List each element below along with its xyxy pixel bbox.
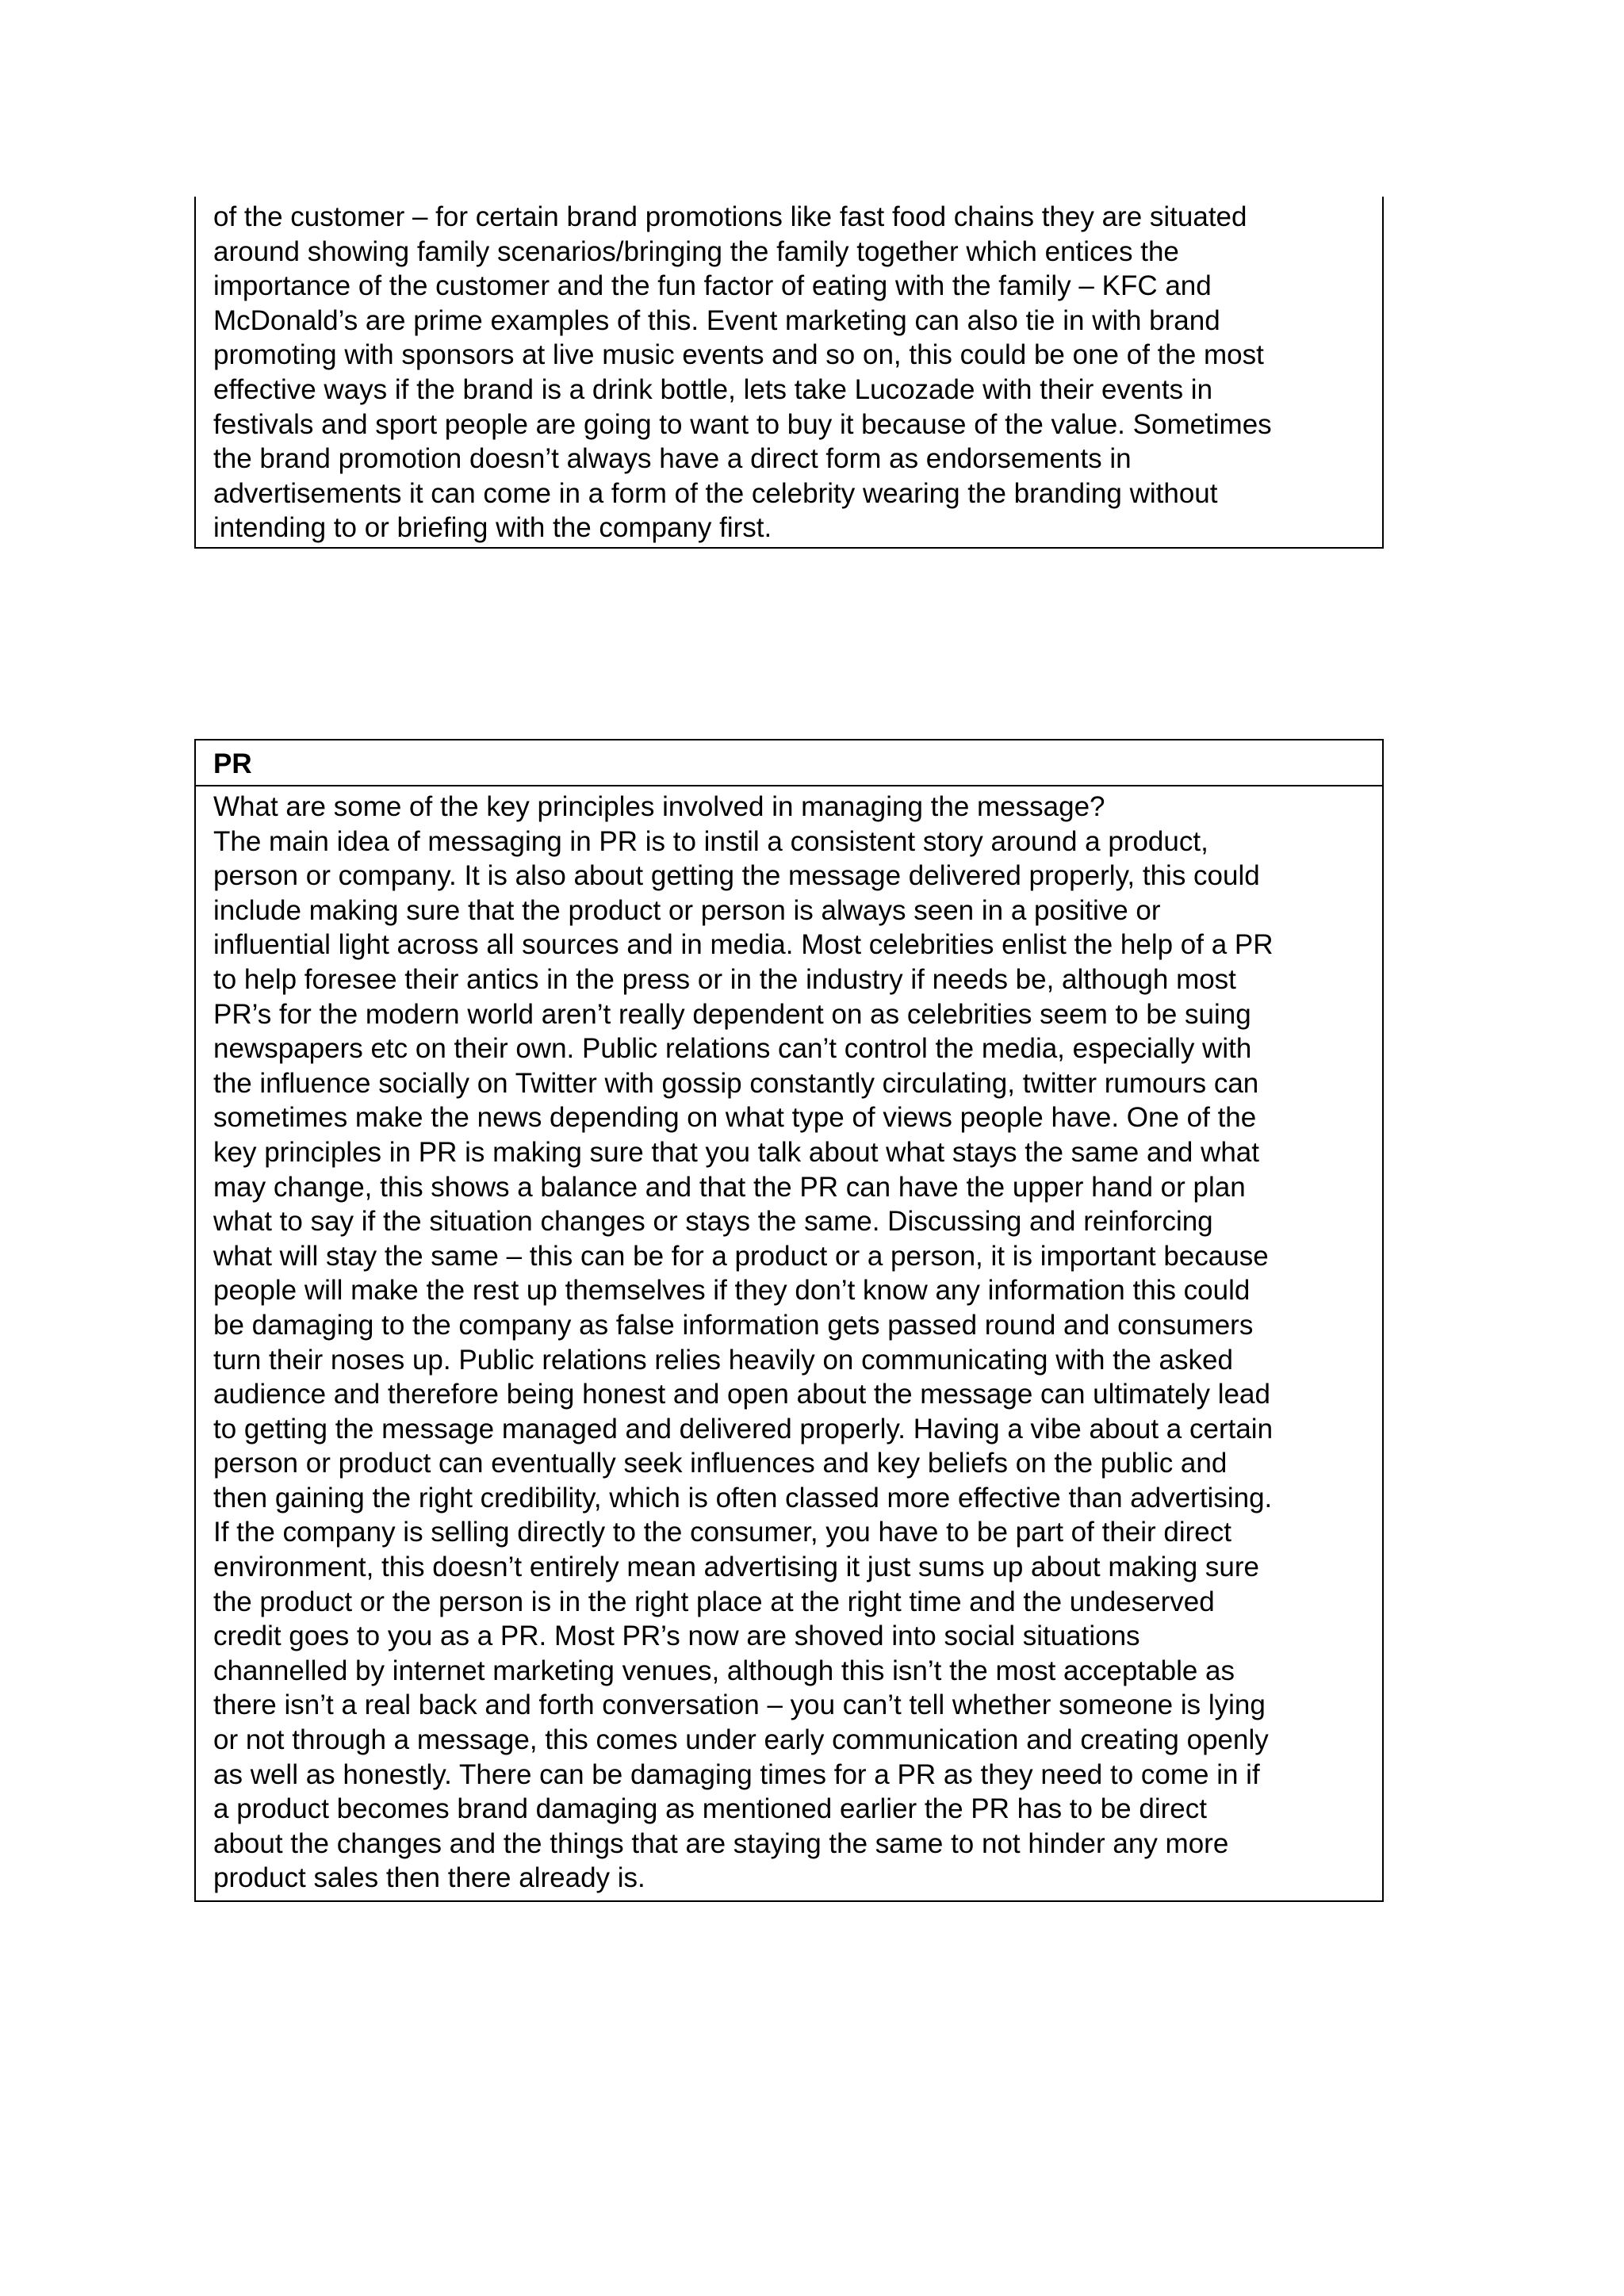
pr-text-body — [196, 786, 1382, 1896]
text-line: to help foresee their antics in the press or in the industry if needs be, although most — [213, 963, 1236, 995]
text-line: person or company. It is also about getting the message delivered properly, this could — [213, 860, 1260, 892]
pr-question: What are some of the key principles involved in managing the message? — [213, 791, 1105, 822]
text-line: the influence socially on Twitter with gossip constantly circulating, twitter rumours can — [213, 1067, 1259, 1099]
text-line: person or product can eventually seek influences and key beliefs on the public and — [213, 1448, 1228, 1479]
text-line: turn their noses up. Public relations relies heavily on communicating with the asked — [213, 1344, 1233, 1376]
text-line: or not through a message, this comes under early communication and creating openly — [213, 1724, 1269, 1756]
text-line: influential light across all sources and in media. Most celebrities enlist the help of a PR — [213, 929, 1274, 961]
text-line: product sales then there already is. — [213, 1862, 645, 1894]
text-line: channelled by internet marketing venues, although this isn’t the most acceptable as — [213, 1655, 1235, 1686]
text-line: importance of the customer and the fun factor of eating with the family – KFC and — [213, 270, 1212, 302]
text-line: include making sure that the product or person is always seen in a positive or — [213, 894, 1161, 926]
text-line: promoting with sponsors at live music events and so on, this could be one of the most — [213, 339, 1264, 371]
text-line: people will make the rest up themselves if they don’t know any information this could — [213, 1275, 1251, 1307]
text-line: PR’s for the modern world aren’t really dependent on as celebrities seem to be suing — [213, 998, 1251, 1030]
text-line: sometimes make the news depending on what type of views people have. One of the — [213, 1102, 1257, 1134]
text-line: festivals and sport people are going to want to buy it because of the value. Sometimes — [213, 408, 1272, 440]
continued-text-body — [196, 197, 1382, 545]
text-line: If the company is selling directly to the consumer, you have to be part of their direct — [213, 1517, 1231, 1548]
text-line: around showing family scenarios/bringing the family together which entices the — [213, 235, 1179, 267]
text-line: the product or the person is in the right place at the right time and the undeserved — [213, 1586, 1215, 1617]
text-line: audience and therefore being honest and open about the message can ultimately lead — [213, 1379, 1270, 1410]
text-line: newspapers etc on their own. Public relations can’t control the media, especially with — [213, 1033, 1252, 1065]
text-line: intending to or briefing with the company first. — [213, 512, 772, 544]
text-line: about the changes and the things that are staying the same to not hinder any more — [213, 1827, 1229, 1859]
text-line: key principles in PR is making sure that you talk about what stays the same and what — [213, 1136, 1259, 1168]
text-line: to getting the message managed and delivered properly. Having a vibe about a certain — [213, 1413, 1274, 1445]
text-line: the brand promotion doesn’t always have a direct form as endorsements in — [213, 443, 1132, 475]
text-line: McDonald’s are prime examples of this. Event marketing can also tie in with brand — [213, 304, 1220, 336]
text-line: there isn’t a real back and forth conversation – you can’t tell whether someone is lying — [213, 1689, 1266, 1721]
text-line: The main idea of messaging in PR is to instil a consistent story around a product, — [213, 825, 1208, 857]
text-line: credit goes to you as a PR. Most PR’s now are shoved into social situations — [213, 1621, 1140, 1652]
text-line: environment, this doesn’t entirely mean advertising it just sums up about making sure — [213, 1552, 1259, 1583]
text-line: effective ways if the brand is a drink bottle, lets take Lucozade with their events in — [213, 373, 1213, 405]
pr-heading: PR — [196, 740, 1382, 786]
text-line: a product becomes brand damaging as mentioned earlier the PR has to be direct — [213, 1793, 1207, 1825]
text-line: of the customer – for certain brand promotions like fast food chains they are situated — [213, 201, 1247, 232]
continued-text-box — [194, 197, 1384, 549]
text-line: may change, this shows a balance and that the PR can have the upper hand or plan — [213, 1171, 1246, 1203]
text-line: then gaining the right credibility, which is often classed more effective than advertising. — [213, 1482, 1273, 1513]
text-line: be damaging to the company as false information gets passed round and consumers — [213, 1309, 1254, 1341]
text-line: advertisements it can come in a form of the celebrity wearing the branding without — [213, 477, 1218, 509]
text-line: as well as honestly. There can be damaging times for a PR as they need to come in if — [213, 1758, 1260, 1790]
text-line: what to say if the situation changes or stays the same. Discussing and reinforcing — [213, 1206, 1213, 1238]
text-line: what will stay the same – this can be for a product or a person, it is important because — [213, 1240, 1269, 1272]
pr-text-box — [194, 739, 1384, 1902]
